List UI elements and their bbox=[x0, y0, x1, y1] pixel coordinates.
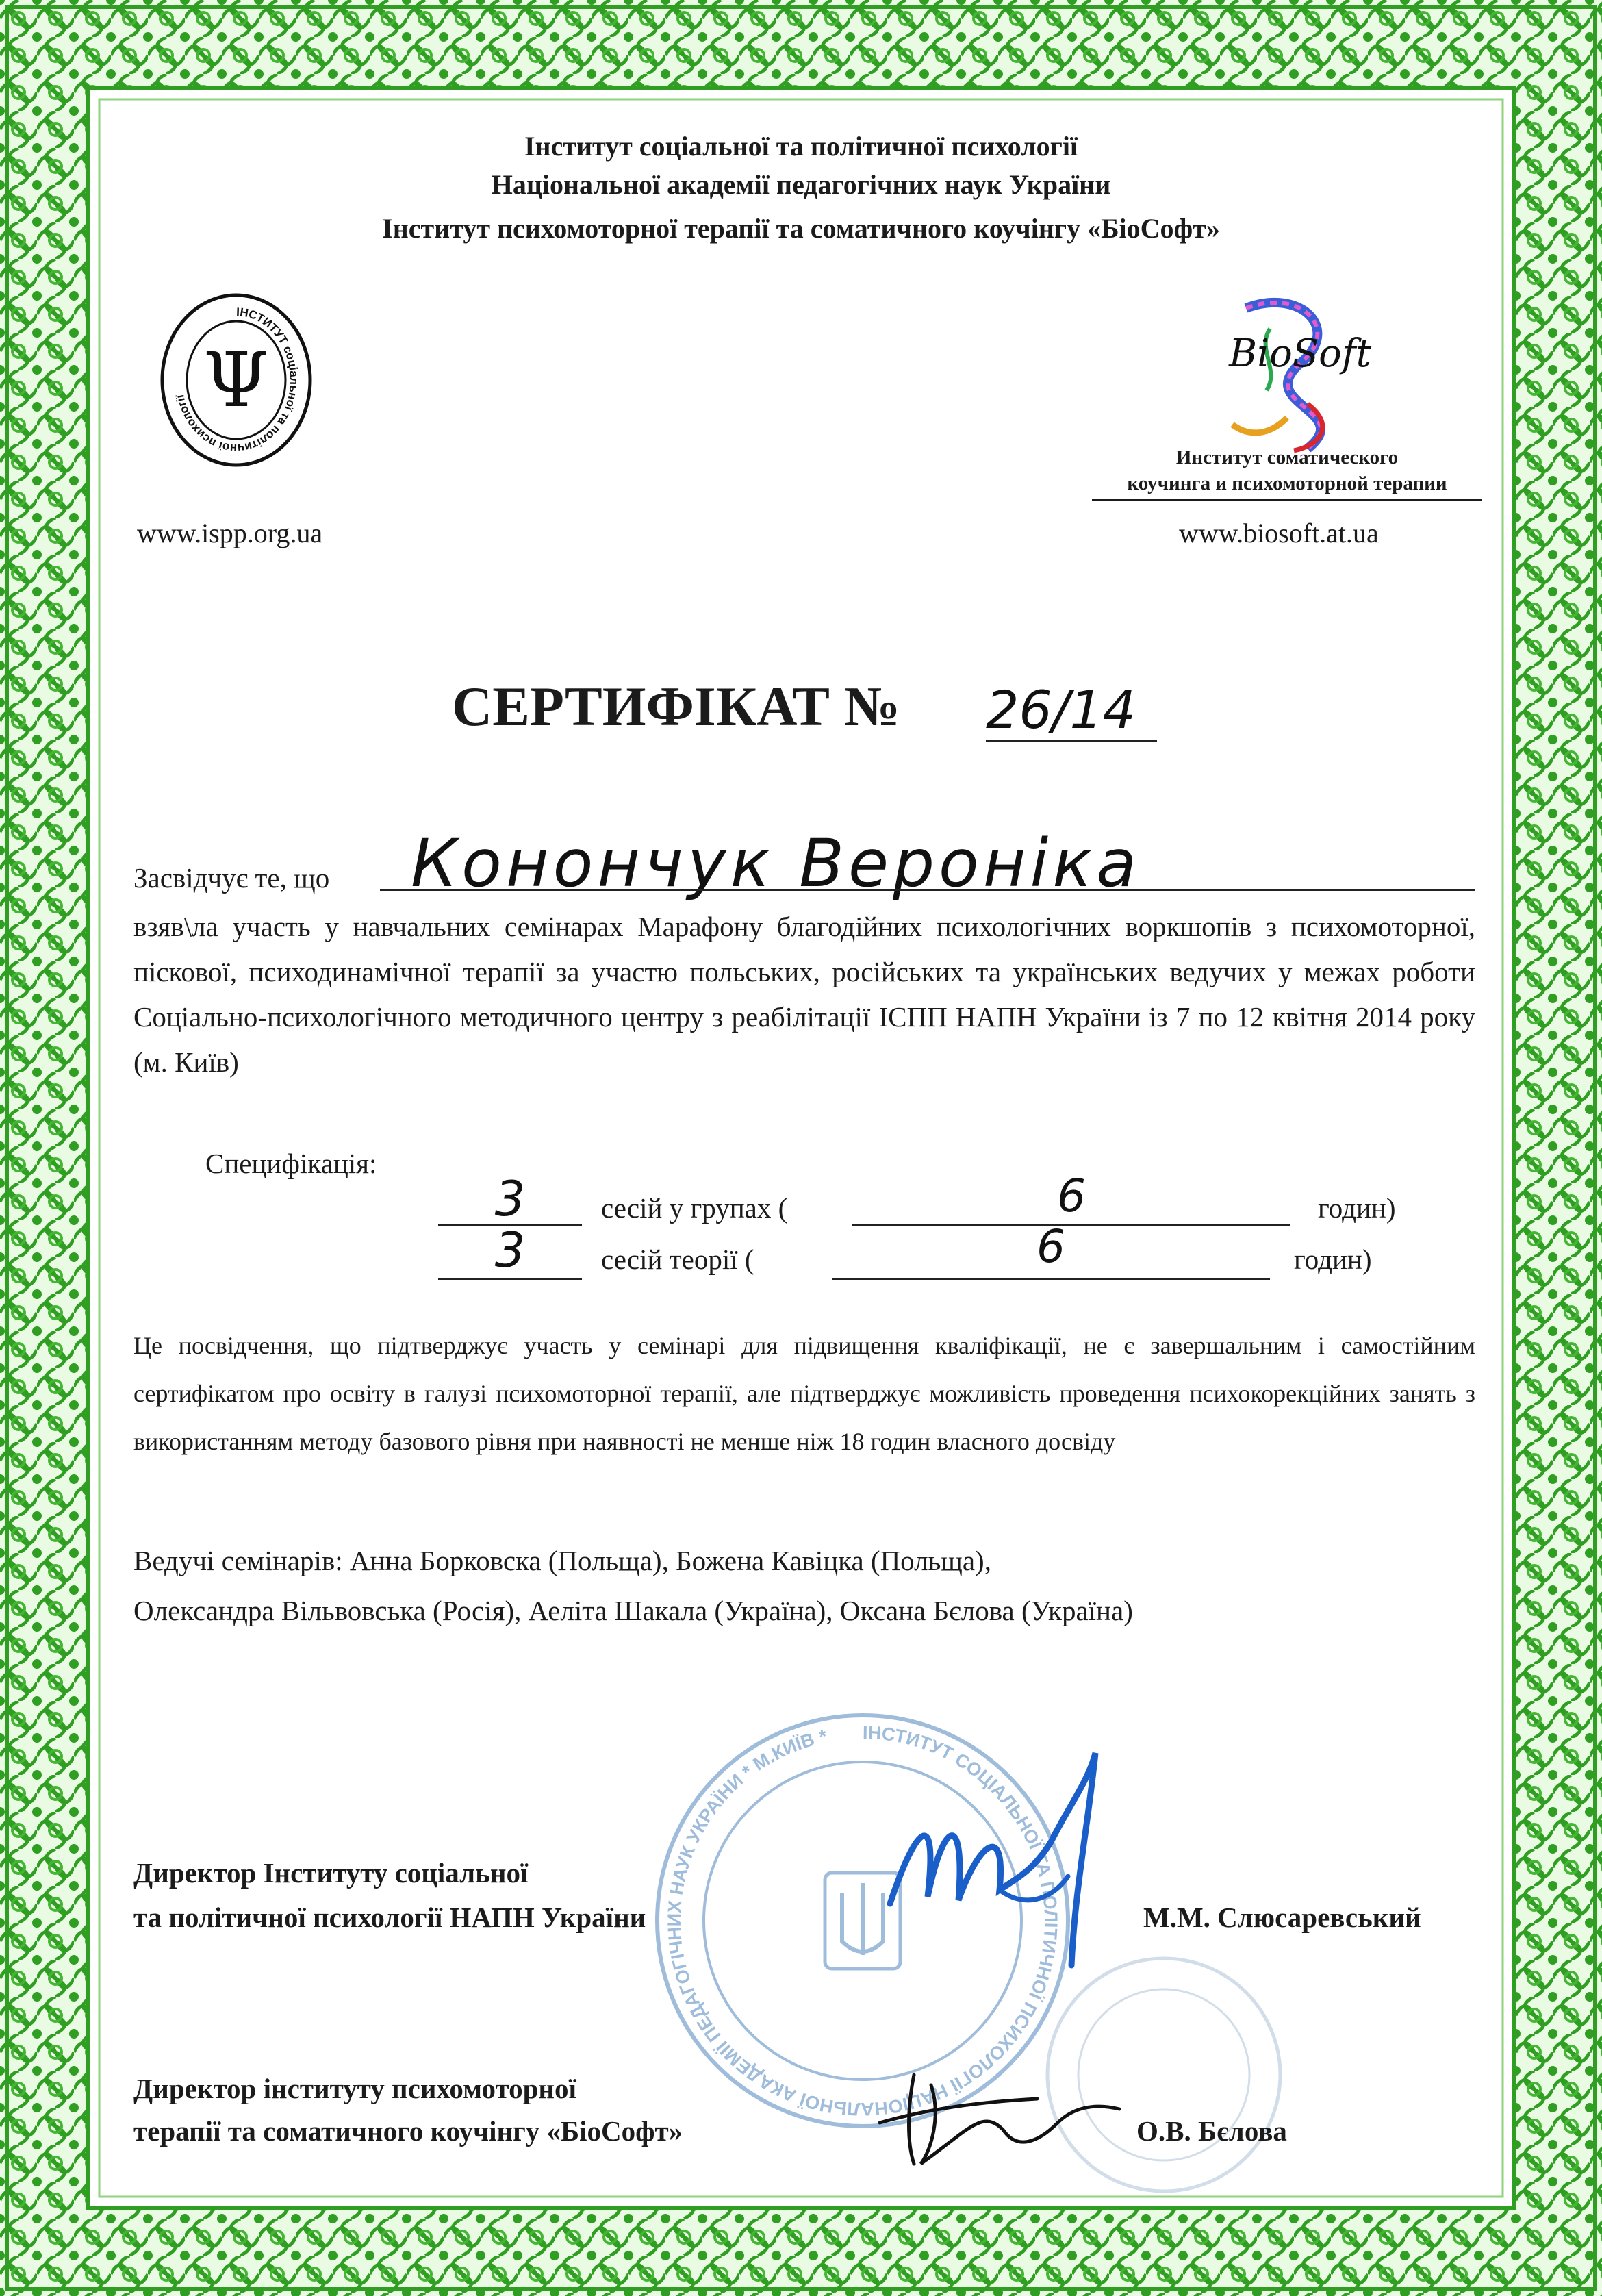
biosoft-logo bbox=[1205, 288, 1383, 455]
header-line-1: Інститут соціальної та політичної психології bbox=[524, 131, 1078, 162]
signatory-2-name: О.В. Бєлова bbox=[1136, 2115, 1287, 2147]
leaders-line-2: Олександра Вільвовська (Росія), Аеліта Шакала (Україна), Оксана Бєлова (Україна) bbox=[134, 1595, 1133, 1626]
signatory-1-title-line-2: та політичної психології НАПН України bbox=[134, 1902, 646, 1933]
recipient-prefix: Засвідчує те, що bbox=[134, 862, 330, 894]
certificate-number-line bbox=[986, 740, 1157, 742]
participation-paragraph: взяв\ла участь у навчальних семінарах Марафону благодійних психологічних воркшопів з психомоторної, піскової, психодинамічної терапії за участю польських, російських та українських ведучих у межах роботи Соціально-психологічного методичного центру з реабілітації ІСПП НАПН України із 7 по 12 квітня 2014 року (м. Київ) bbox=[134, 911, 1475, 1078]
certificate-title: СЕРТИФІКАТ № bbox=[452, 675, 900, 737]
biosoft-url: www.biosoft.at.ua bbox=[1179, 518, 1379, 548]
recipient-name: Конончук Вероніка bbox=[411, 825, 1141, 902]
recipient-name-line bbox=[380, 889, 1475, 891]
spec-row-2-text: сесій теорії ( bbox=[601, 1244, 754, 1275]
spec-row-1-text: сесій у групах ( bbox=[601, 1192, 788, 1224]
signatory-2-title-line-1: Директор інституту психомоторної bbox=[134, 2073, 576, 2104]
biosoft-caption-underline bbox=[1092, 499, 1482, 501]
spec-row-2-hours-line bbox=[832, 1278, 1270, 1280]
spec-row-2-count: 3 bbox=[494, 1222, 526, 1278]
biosoft-brand-text: BioSoft bbox=[1229, 331, 1372, 376]
signature-1 bbox=[863, 1739, 1150, 1986]
signatory-1-name: М.М. Слюсаревський bbox=[1143, 1902, 1421, 1933]
spec-row-2-unit: годин) bbox=[1294, 1244, 1372, 1275]
biosoft-caption-line-2: коучинга и психомоторной терапии bbox=[1127, 472, 1447, 494]
ispp-logo bbox=[157, 291, 315, 469]
spec-row-1-hours: 6 bbox=[1057, 1170, 1086, 1222]
ispp-url: www.ispp.org.ua bbox=[137, 518, 323, 548]
signatory-2-title-line-2: терапії та соматичного коучінгу «БіоСофт» bbox=[134, 2115, 683, 2147]
stamp-ring-text: ІНСТИТУТ СОЦІАЛЬНОЇ ТА ПОЛІТИЧНОЇ ПСИХОЛОГІЇ НАЦІОНАЛЬНОЇ АКАДЕМІЇ ПЕДАГОГІЧНИХ НАУК УКРАЇНИ * М.КИЇВ * bbox=[663, 1721, 1062, 2120]
header-line-3: Інститут психомоторної терапії та соматичного коучінгу «БіоСофт» bbox=[382, 213, 1220, 244]
notice-paragraph: Це посвідчення, що підтверджує участь у семінарі для підвищення кваліфікації, не є завершальним і самостійним сертифікатом про освіту в галузі психомоторної терапії, але підтверджує можливість проведення психокорекційних занять з використанням методу базового рівня при наявності не менше ніж 18 годин власного досвіду bbox=[134, 1332, 1475, 1455]
signatory-1-title-line-1: Директор Інституту соціальної bbox=[134, 1857, 529, 1889]
header-line-2: Національної академії педагогічних наук України bbox=[491, 169, 1111, 200]
spec-row-1-count: 3 bbox=[494, 1171, 526, 1227]
psi-symbol: Ψ bbox=[203, 336, 270, 424]
certificate-number: 26/14 bbox=[986, 679, 1136, 740]
leaders-line-1: Ведучі семінарів: Анна Борковска (Польща), Божена Кавіцка (Польща), bbox=[134, 1545, 991, 1576]
spec-row-2-count-line bbox=[438, 1278, 582, 1280]
spec-row-1-unit: годин) bbox=[1318, 1192, 1396, 1224]
spec-row-2-hours: 6 bbox=[1037, 1220, 1065, 1273]
signature-2 bbox=[866, 2047, 1133, 2178]
specification-label: Специфікація: bbox=[205, 1148, 377, 1179]
ispp-logo-ring-text: ІНСТИТУТ соціальної та політичної психології bbox=[173, 305, 301, 455]
biosoft-caption-line-1: Институт соматического bbox=[1175, 446, 1399, 468]
